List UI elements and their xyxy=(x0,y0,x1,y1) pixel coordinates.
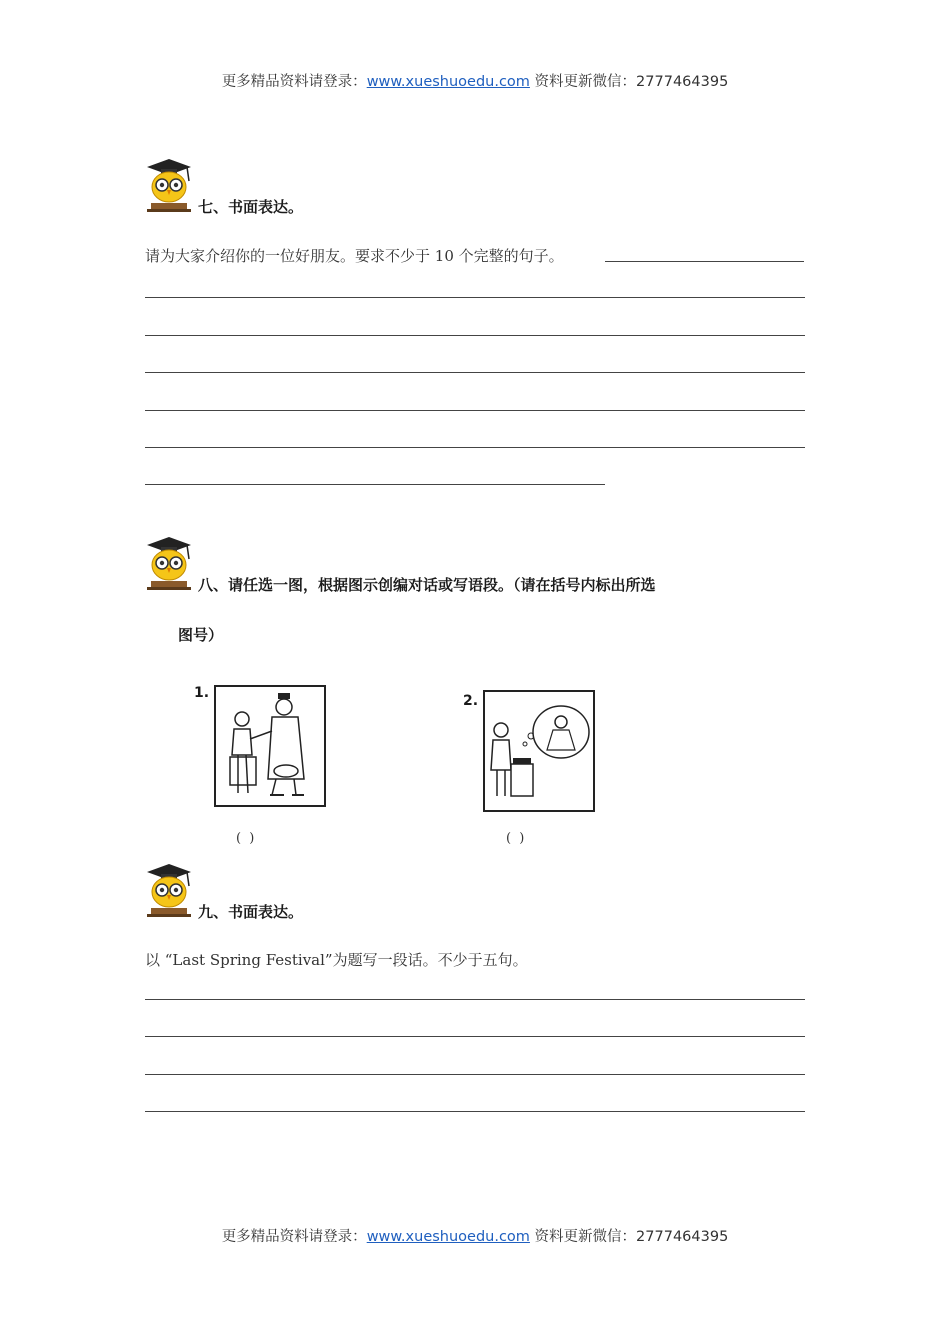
header-prefix: 更多精品资料请登录： xyxy=(221,74,367,90)
doctor-patient-picture xyxy=(212,683,330,809)
answer-line[interactable] xyxy=(145,1036,805,1037)
footer-link[interactable]: www.xueshuoedu.com xyxy=(366,1229,530,1245)
answer-line[interactable] xyxy=(145,335,805,336)
picture1-label: 1. xyxy=(194,685,210,701)
picture2-label: 2. xyxy=(463,693,479,709)
phone-call-picture xyxy=(481,688,599,814)
owl-graduate-icon xyxy=(143,860,195,918)
footer-suffix: 资料更新微信：2777464395 xyxy=(529,1229,729,1245)
picture2-answer-parentheses[interactable]: ( ) xyxy=(506,831,527,846)
section9-title: 九、书面表达。 xyxy=(198,903,304,921)
answer-line[interactable] xyxy=(145,1111,805,1112)
section8-title-line2: 图号） xyxy=(178,626,224,644)
answer-line[interactable] xyxy=(145,447,805,448)
section8-title-line1: 八、请任选一图，根据图示创编对话或写语段。（请在括号内标出所选 xyxy=(198,576,656,594)
answer-line[interactable] xyxy=(145,372,805,373)
section9-prompt: 以 “Last Spring Festival”为题写一段话。不少于五句。 xyxy=(145,951,528,969)
page-footer xyxy=(0,1225,950,1246)
answer-line[interactable] xyxy=(145,297,805,298)
answer-line[interactable] xyxy=(145,999,805,1000)
owl-graduate-icon xyxy=(143,155,195,213)
section7-prompt: 请为大家介绍你的一位好朋友。要求不少于 10 个完整的句子。 xyxy=(145,247,564,265)
picture1-answer-parentheses[interactable]: ( ) xyxy=(236,831,257,846)
owl-graduate-icon xyxy=(143,533,195,591)
header-link[interactable]: www.xueshuoedu.com xyxy=(366,74,530,90)
header-suffix: 资料更新微信：2777464395 xyxy=(529,74,729,90)
answer-line[interactable] xyxy=(145,484,605,485)
answer-line[interactable] xyxy=(605,261,804,262)
answer-line[interactable] xyxy=(145,410,805,411)
footer-prefix: 更多精品资料请登录： xyxy=(221,1229,367,1245)
answer-line[interactable] xyxy=(145,1074,805,1075)
page-header xyxy=(0,70,950,91)
section7-title: 七、书面表达。 xyxy=(198,198,304,216)
